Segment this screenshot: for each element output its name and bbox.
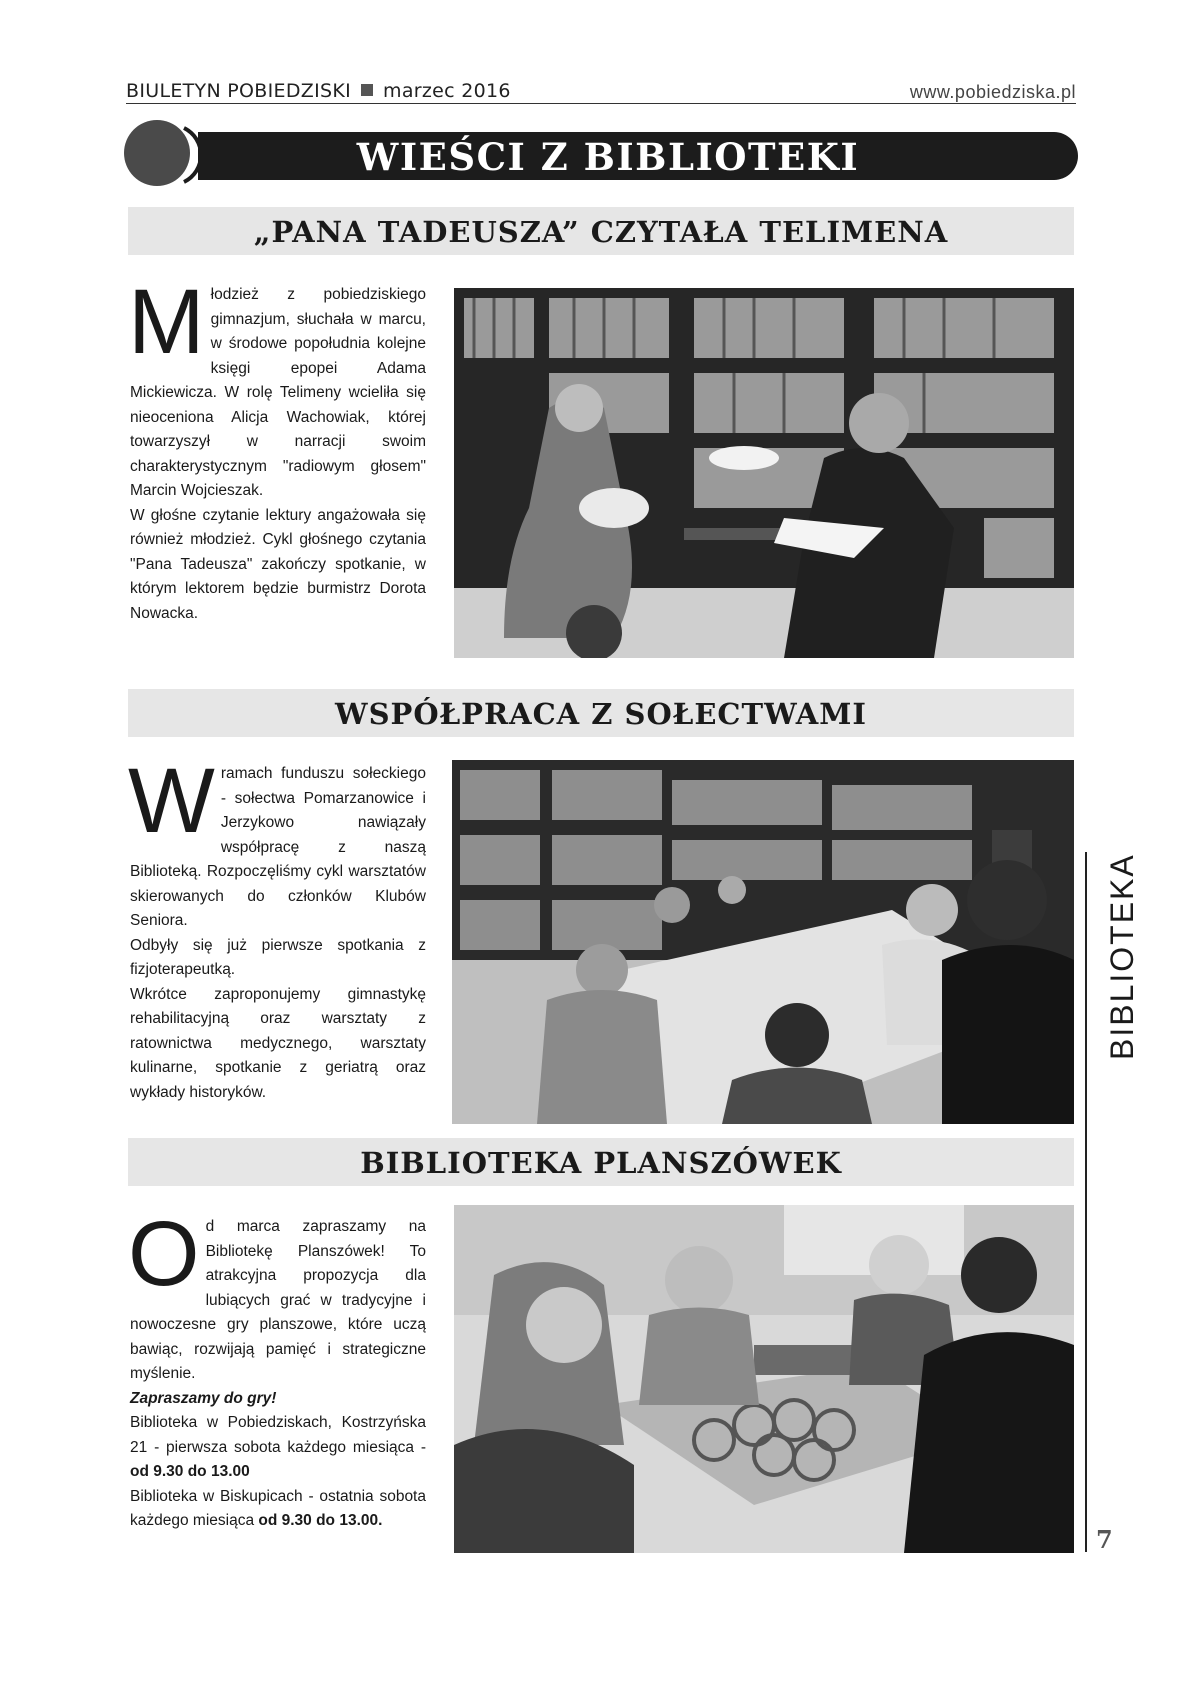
article-3-location-2: Biblioteka w Biskupicach - ostatnia sobota każdego miesiąca bbox=[130, 1487, 426, 1529]
article-2-p3: Wkrótce zaproponujemy gimnastykę rehabilitacyjną oraz warsztaty z ratownictwa medycznego, warsztaty kulinarne, spotkanie z geriatrą oraz wykłady historyków. bbox=[130, 985, 426, 1101]
board-games-photo bbox=[454, 1205, 1074, 1553]
reading-event-photo bbox=[454, 288, 1074, 658]
article-1-lead: łodzież z pobiedziskiego gimnazjum, słuchała w marcu, w środowe popołudnia kolejne księgi epopei Adama Mickiewicza. W rolę Telimeny wcieliła się nieoceniona Alicja Wachowiak, której towarzyszył w narracji swoim charakterystycznym "radiowym głosem" Marcin Wojcieszak. bbox=[130, 286, 426, 499]
issue-date: marzec 2016 bbox=[383, 80, 511, 102]
side-rule bbox=[1085, 852, 1087, 1552]
section-side-label: BIBLIOTEKA bbox=[1104, 853, 1140, 1060]
article-3-location-1-hours: od 9.30 do 13.00 bbox=[130, 1463, 250, 1480]
header-rule bbox=[126, 103, 1076, 104]
banner-arc-icon bbox=[180, 126, 198, 184]
website-link[interactable]: www.pobiedziska.pl bbox=[909, 82, 1076, 102]
article-2-p2: Odbyły się już pierwsze spotkania z fizjoterapeutką. bbox=[130, 936, 426, 978]
page-title: WIEŚCI Z BIBLIOTEKI bbox=[356, 135, 860, 179]
square-bullet-icon bbox=[361, 84, 373, 96]
dropcap: M bbox=[128, 271, 205, 373]
article-3-location-2-hours: od 9.30 do 13.00. bbox=[258, 1512, 383, 1529]
article-2-lead: ramach funduszu sołeckiego - sołectwa Pomarzanowice i Jerzykowo nawiązały współpracę z naszą Biblioteką. Rozpoczęliśmy cykl warsztatów skierowanych do członków Klubów Seniora. bbox=[130, 765, 426, 929]
dropcap: W bbox=[128, 750, 215, 852]
article-1-body: W głośne czytanie lektury angażowała się również młodzież. Cykl głośnego czytania "Pana Tadeusza" zakończy spotkanie, w którym lektorem będzie burmistrz Dorota Nowacka. bbox=[130, 506, 426, 622]
article-3-location-1: Biblioteka w Pobiedziskach, Kostrzyńska 21 - pierwsza sobota każdego miesiąca - bbox=[130, 1414, 426, 1456]
article-1-title: „PANA TADEUSZA” CZYTAŁA TELIMENA bbox=[253, 215, 949, 249]
article-3-title: BIBLIOTEKA PLANSZÓWEK bbox=[360, 1146, 842, 1180]
article-2-text bbox=[128, 750, 426, 1105]
running-header bbox=[126, 80, 511, 102]
article-3-invite: Zapraszamy do gry! bbox=[130, 1389, 277, 1407]
senior-workshop-photo bbox=[452, 760, 1074, 1124]
publication-name: BIULETYN POBIEDZISKI bbox=[126, 80, 352, 102]
article-2-title: WSPÓŁPRACA Z SOŁECTWAMI bbox=[335, 697, 867, 731]
article-3-text bbox=[128, 1203, 426, 1534]
article-3-lead: d marca zapraszamy na Bibliotekę Planszówek! To atrakcyjna propozycja dla lubiących grać w tradycyjne i nowoczesne gry planszowe, które uczą bawiąc, rozwijają pamięć i strategiczne myślenie. bbox=[130, 1218, 426, 1382]
page-number: 7 bbox=[1096, 1525, 1113, 1554]
dropcap: O bbox=[128, 1203, 200, 1305]
article-1-text bbox=[128, 271, 426, 626]
